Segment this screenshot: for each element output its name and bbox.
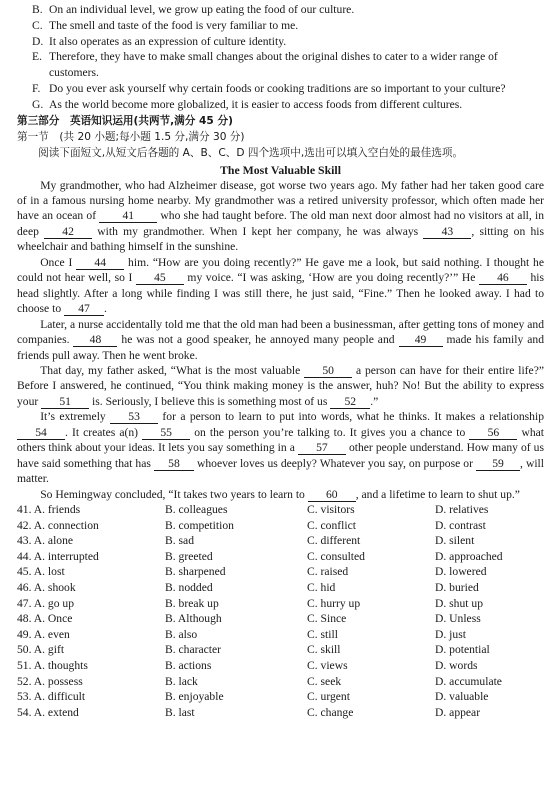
- choice-a[interactable]: 50. A. gift: [17, 643, 65, 657]
- choice-b[interactable]: B. also: [165, 627, 198, 641]
- choice-c[interactable]: C. consulted: [307, 549, 365, 563]
- blank-47[interactable]: 47: [64, 303, 104, 316]
- choice-b[interactable]: B. lack: [165, 674, 198, 688]
- question-49: [17, 627, 544, 643]
- choice-d[interactable]: D. approached: [435, 549, 503, 563]
- question-54: [17, 705, 544, 721]
- choice-d[interactable]: D. appear: [435, 705, 481, 719]
- blank-43[interactable]: 43: [423, 226, 471, 239]
- blank-49[interactable]: 49: [399, 334, 443, 347]
- choice-c[interactable]: C. conflict: [307, 518, 356, 532]
- option-b: [17, 2, 544, 18]
- choice-a[interactable]: 51. A. thoughts: [17, 659, 88, 673]
- option-text: As the world become more globalized, it is easier to access foods from different cultures.: [49, 97, 463, 111]
- option-text: On an individual level, we grow up eating the food of our culture.: [49, 3, 355, 16]
- choice-b[interactable]: B. sad: [165, 534, 194, 548]
- option-e: [17, 49, 544, 81]
- choice-b[interactable]: B. enjoyable: [165, 690, 224, 704]
- choice-d[interactable]: D. just: [435, 627, 466, 641]
- option-letter: G.: [32, 97, 44, 111]
- choice-a[interactable]: 45. A. lost: [17, 565, 65, 579]
- paragraph-4: That day, my father asked, “What is the most valuable 50 a person can have for their entire life?” Before I answered, he continued, “You think making money is the answer, huh? No! But the ability to express your 51 is. Seriously, I believe this is something most of us 52 .”: [17, 364, 544, 408]
- choice-c[interactable]: C. skill: [307, 643, 341, 657]
- choice-b[interactable]: B. greeted: [165, 549, 213, 563]
- blank-51[interactable]: 51: [41, 396, 89, 409]
- choice-d[interactable]: D. contrast: [435, 518, 486, 532]
- choice-d[interactable]: D. silent: [435, 534, 475, 548]
- question-51: [17, 658, 544, 674]
- choice-b[interactable]: B. last: [165, 705, 195, 719]
- choice-d[interactable]: D. relatives: [435, 503, 489, 517]
- option-g: [17, 97, 544, 113]
- blank-42[interactable]: 42: [44, 226, 92, 239]
- blank-52[interactable]: 52: [330, 396, 370, 409]
- choice-d[interactable]: D. valuable: [435, 690, 489, 704]
- choice-c[interactable]: C. visitors: [307, 503, 355, 517]
- blank-56[interactable]: 56: [469, 427, 517, 440]
- blank-50[interactable]: 50: [304, 365, 352, 378]
- question-48: [17, 611, 544, 627]
- option-c: [17, 18, 544, 34]
- choice-d[interactable]: D. Unless: [435, 612, 481, 626]
- paragraph-6: So Hemingway concluded, “It takes two years to learn to 60 , and a lifetime to learn to shut up.”: [40, 487, 520, 501]
- choice-a[interactable]: 49. A. even: [17, 627, 70, 641]
- choice-a[interactable]: 41. A. friends: [17, 503, 81, 517]
- blank-46[interactable]: 46: [479, 272, 527, 285]
- section-heading: 第三部分 英语知识运用(共两节,满分 45 分): [17, 114, 233, 127]
- paragraph-3: Later, a nurse accidentally told me that the old man had been a businessman, after getting tons of money and companies. 48 he was not a good speaker, he annoyed many people and 49 made his family and friends pull away. Then he went broke.: [17, 317, 544, 362]
- choice-b[interactable]: B. nodded: [165, 581, 213, 595]
- choice-a[interactable]: 54. A. extend: [17, 705, 79, 719]
- choice-a[interactable]: 47. A. go up: [17, 596, 75, 610]
- blank-55[interactable]: 55: [142, 427, 190, 440]
- option-f: [17, 81, 544, 97]
- choice-b[interactable]: B. Although: [165, 612, 222, 626]
- option-letter: B.: [32, 3, 43, 16]
- question-42: [17, 518, 544, 534]
- choice-a[interactable]: 46. A. shook: [17, 581, 76, 595]
- question-45: [17, 564, 544, 580]
- blank-60[interactable]: 60: [308, 489, 356, 502]
- question-47: [17, 596, 544, 612]
- choice-c[interactable]: C. views: [307, 659, 348, 673]
- choice-b[interactable]: B. competition: [165, 518, 234, 532]
- choice-c[interactable]: C. different: [307, 534, 361, 548]
- choice-b[interactable]: B. break up: [165, 596, 219, 610]
- choice-c[interactable]: C. urgent: [307, 690, 350, 704]
- question-44: [17, 549, 544, 565]
- paragraph-1: My grandmother, who had Alzheimer disease, got worse two years ago. My father had her taken good care of in a famous nursing home nearby. My grandmother was a retired university professor, which often made her have an ocean of 41 who she had taught before. The old man next door almost had no visitors at all, in deep 42 with my grandmother. When I kept her company, he was always 43 , sitting on his wheelchair and bathing himself in the sunshine.: [17, 178, 544, 254]
- choice-c[interactable]: C. still: [307, 627, 338, 641]
- choice-d[interactable]: D. potential: [435, 643, 490, 657]
- option-d: [17, 34, 544, 50]
- blank-57[interactable]: 57: [298, 442, 346, 455]
- blank-54[interactable]: 54: [17, 427, 65, 440]
- option-text: Therefore, they have to make small changes about the original dishes to cater to a wider range of customers.: [49, 50, 498, 80]
- question-list: [17, 502, 544, 720]
- question-46: [17, 580, 544, 596]
- choice-a[interactable]: 43. A. alone: [17, 534, 74, 548]
- choice-c[interactable]: C. hid: [307, 581, 336, 595]
- blank-48[interactable]: 48: [73, 334, 117, 347]
- blank-44[interactable]: 44: [76, 257, 124, 270]
- blank-41[interactable]: 41: [99, 210, 157, 223]
- choice-c[interactable]: C. hurry up: [307, 596, 361, 610]
- option-text: The smell and taste of the food is very familiar to me.: [49, 18, 299, 32]
- blank-59[interactable]: 59: [476, 458, 520, 471]
- choice-c[interactable]: C. seek: [307, 674, 342, 688]
- choice-a[interactable]: 42. A. connection: [17, 518, 99, 532]
- question-52: [17, 674, 544, 690]
- question-43: [17, 533, 544, 549]
- choice-d[interactable]: D. shut up: [435, 596, 483, 610]
- choice-b[interactable]: B. sharpened: [165, 565, 226, 579]
- blank-53[interactable]: 53: [110, 411, 158, 424]
- blank-45[interactable]: 45: [136, 272, 184, 285]
- choice-d[interactable]: D. lowered: [435, 565, 487, 579]
- option-letter: C.: [32, 18, 43, 32]
- choice-b[interactable]: B. colleagues: [165, 503, 228, 517]
- option-letter: F.: [32, 81, 41, 95]
- option-letter: D.: [32, 34, 44, 48]
- choice-b[interactable]: B. actions: [165, 659, 212, 673]
- choice-d[interactable]: D. accumulate: [435, 674, 502, 688]
- option-text: It also operates as an expression of culture identity.: [49, 34, 287, 48]
- choice-a[interactable]: 48. A. Once: [17, 612, 73, 626]
- paragraph-5: It’s extremely 53 for a person to learn to put into words, what he thinks. It makes a relationship 54 . It creates a(n) 55 on the person you’re talking to. It gives you a chance to 56 what others think about your ideas. It lets you say something in a 57 other people understand. How many of us have said something that has 58 whoever loves us deeply? Whatever you say, on purpose or 59 , will matter.: [17, 410, 544, 486]
- choice-d[interactable]: D. words: [435, 659, 478, 673]
- subsection-heading: 第一节 (共 20 小题;每小题 1.5 分,满分 30 分): [17, 130, 245, 143]
- blank-58[interactable]: 58: [154, 458, 194, 471]
- choice-a[interactable]: 53. A. difficult: [17, 690, 86, 704]
- paragraph-2: Once I 44 him. “How are you doing recently?” He gave me a look, but said nothing. I thought he could not hear well, so I 45 my voice. “I was asking, ‘How are you doing recently?’” He 46 his head slightly. After a long while finding I was still there, he just said, “Fine.” Then he looked away. I had to choose to 47 .: [17, 255, 544, 316]
- instruction-text: 阅读下面短文,从短文后各题的 A、B、C、D 四个选项中,选出可以填入空白处的最佳选项。: [38, 146, 464, 159]
- option-text: Do you ever ask yourself why certain foods or cooking traditions are so important to your culture?: [49, 81, 506, 95]
- choice-a[interactable]: 52. A. possess: [17, 674, 83, 688]
- question-41: [17, 502, 544, 518]
- question-50: [17, 642, 544, 658]
- option-letter: E.: [32, 50, 42, 64]
- choice-c[interactable]: C. change: [307, 705, 354, 719]
- choice-c[interactable]: C. raised: [307, 565, 349, 579]
- passage-title: The Most Valuable Skill: [220, 162, 341, 177]
- sentence-options: [17, 0, 544, 113]
- choice-d[interactable]: D. buried: [435, 581, 479, 595]
- choice-c[interactable]: C. Since: [307, 612, 347, 626]
- choice-a[interactable]: 44. A. interrupted: [17, 549, 99, 563]
- choice-b[interactable]: B. character: [165, 643, 221, 657]
- question-53: [17, 689, 544, 705]
